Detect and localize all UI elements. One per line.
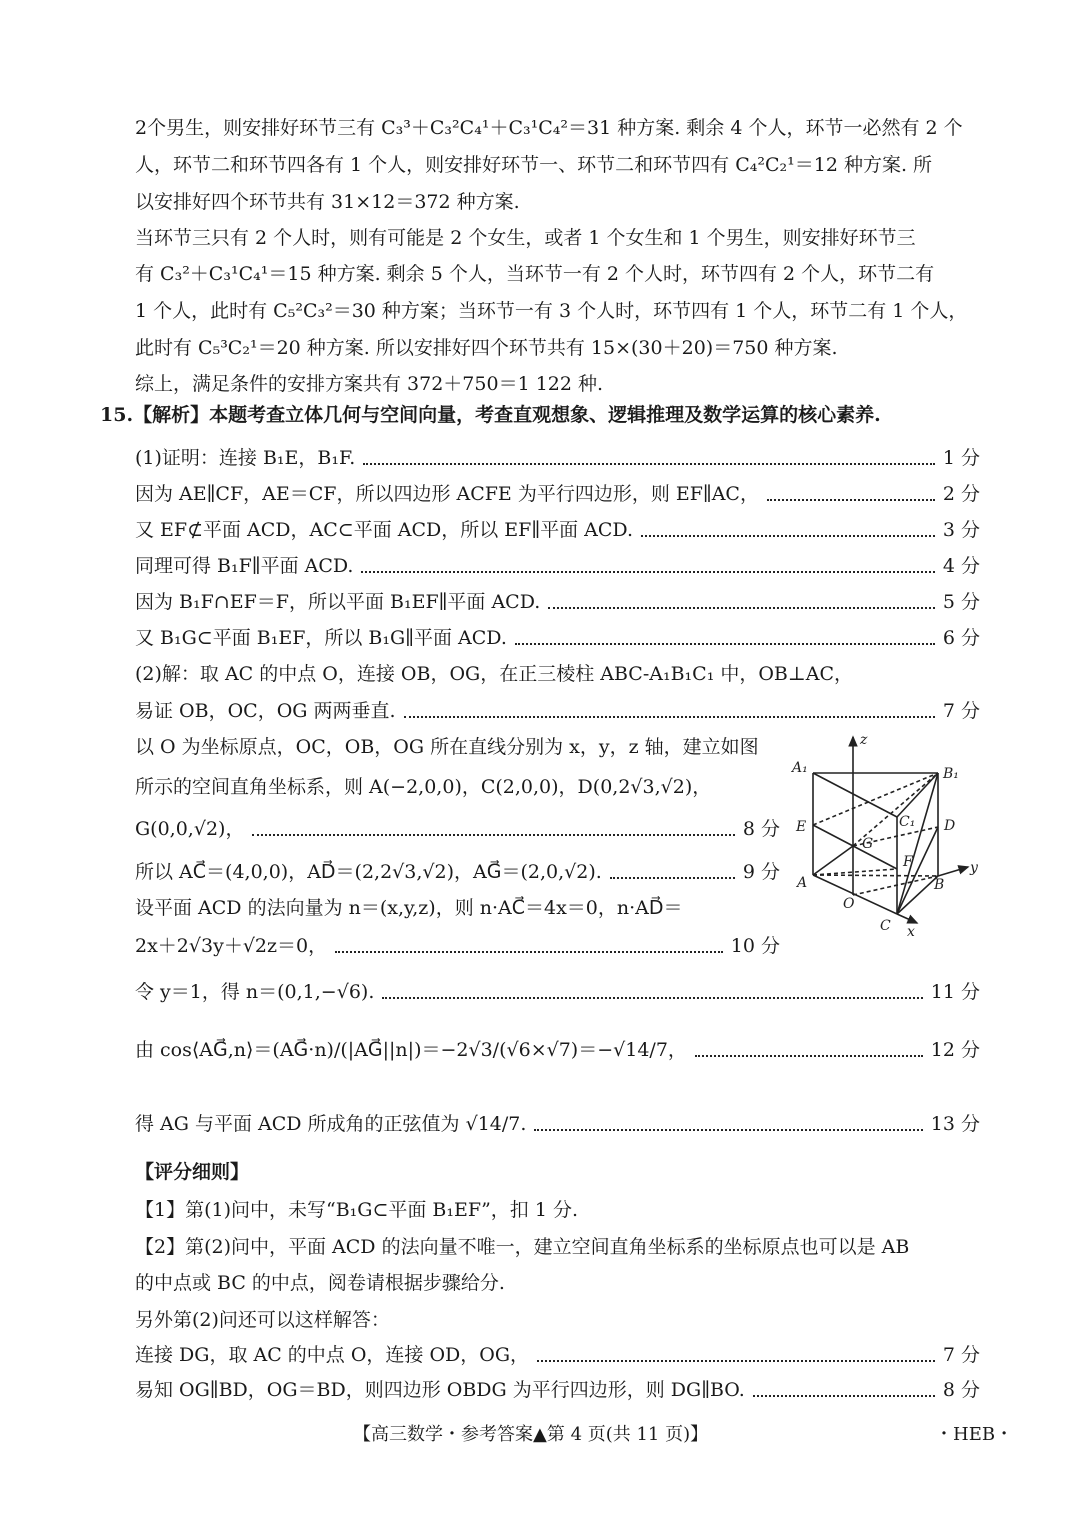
step-score: 13 分 — [930, 1113, 980, 1135]
dot-leader — [537, 1348, 935, 1362]
step-score: 1 分 — [942, 447, 980, 469]
step-text: 因为 AE∥CF，AE＝CF，所以四边形 ACFE 为平行四边形，则 EF∥AC， — [135, 483, 759, 505]
dot-leader — [695, 1043, 923, 1057]
dot-leader — [753, 1383, 935, 1397]
figure-label: B₁ — [943, 766, 959, 782]
step-text: 因为 B₁F∩EF＝F，所以平面 B₁EF∥平面 ACD. — [135, 591, 541, 613]
text-line: 1 个人，此时有 C₅²C₃²＝30 种方案；当环节一有 3 个人时，环节四有 1 个人，环节二有 1 个人， — [135, 300, 968, 322]
figure-label: E — [796, 819, 807, 835]
step-score: 11 分 — [930, 981, 980, 1003]
figure-label: D — [944, 818, 956, 834]
question-number: 15. — [100, 404, 134, 426]
solution-step — [135, 662, 980, 686]
step-score: 2 分 — [942, 483, 980, 505]
prism-figure — [780, 730, 990, 940]
dot-leader — [610, 865, 735, 879]
text-line: 以安排好四个环节共有 31×12＝372 种方案. — [135, 191, 520, 213]
solution-step — [135, 699, 980, 723]
step-score: 10 分 — [730, 935, 780, 957]
figure-label: B — [934, 877, 945, 893]
step-score: 7 分 — [942, 700, 980, 722]
step-score: 4 分 — [942, 555, 980, 577]
solution-step — [135, 446, 980, 470]
step-text: (1)证明：连接 B₁E，B₁F. — [135, 447, 356, 469]
solution-step — [135, 934, 780, 958]
step-text: 所以 AC⃗＝(4,0,0)，AD⃗＝(2,2√3,√2)，AG⃗＝(2,0,√2). — [135, 861, 602, 883]
step-text: 易证 OB，OC，OG 两两垂直. — [135, 700, 396, 722]
question-15-heading — [100, 403, 881, 427]
dot-leader — [363, 451, 935, 465]
rubric-heading: 【评分细则】 — [135, 1161, 250, 1183]
solution-step — [135, 1112, 980, 1136]
step-text: 以 O 为坐标原点，OC，OB，OG 所在直线分别为 x，y，z 轴，建立如图 — [135, 736, 759, 758]
dot-leader — [361, 559, 934, 573]
step-text: 2x＋2√3y＋√2z＝0， — [135, 935, 328, 957]
figure-label: y — [970, 860, 978, 876]
solution-step — [135, 980, 980, 1004]
step-text: 又 B₁G⊂平面 B₁EF，所以 B₁G∥平面 ACD. — [135, 627, 507, 649]
dot-leader — [641, 523, 935, 537]
step-score: 8 分 — [942, 1379, 980, 1401]
solution-step — [135, 590, 980, 614]
dot-leader — [404, 704, 935, 718]
figure-label: A — [797, 875, 808, 891]
step-score: 7 分 — [942, 1344, 980, 1366]
dot-leader — [548, 595, 935, 609]
step-score: 9 分 — [742, 861, 780, 883]
dot-leader — [515, 631, 935, 645]
figure-label: x — [907, 924, 915, 940]
rubric-item: 的中点或 BC 的中点，阅卷请根据步骤给分. — [135, 1272, 505, 1294]
step-score: 3 分 — [942, 519, 980, 541]
dot-leader — [534, 1117, 922, 1131]
step-text: G(0,0,√2)， — [135, 818, 245, 840]
figure-label: G — [862, 836, 874, 852]
solution-step — [135, 482, 980, 506]
solution-step — [135, 518, 980, 542]
solution-step — [135, 1378, 980, 1402]
rubric-item: 另外第(2)问还可以这样解答： — [135, 1309, 390, 1331]
text-line: 2个男生，则安排好环节三有 C₃³＋C₃²C₄¹＋C₃¹C₄²＝31 种方案. 剩余 4 个人，环节一必然有 2 个 — [135, 117, 963, 139]
figure-label: A₁ — [792, 760, 808, 776]
figure-label: z — [860, 732, 868, 748]
text-line: 有 C₃²＋C₃¹C₄¹＝15 种方案. 剩余 5 个人，当环节一有 2 个人时，环节四有 2 个人，环节二有 — [135, 263, 935, 285]
solution-step — [135, 896, 780, 920]
solution-step — [135, 1038, 980, 1062]
step-text: (2)解：取 AC 的中点 O，连接 OB，OG，在正三棱柱 ABC-A₁B₁C₁ 中，OB⊥AC， — [135, 663, 854, 685]
solution-step — [135, 860, 780, 884]
figure-label: C — [880, 918, 891, 934]
step-score: 12 分 — [930, 1039, 980, 1061]
footer-title: 【高三数学・参考答案▲第 4 页(共 11 页)】 — [353, 1424, 709, 1445]
step-score: 8 分 — [742, 818, 780, 840]
solution-step — [135, 817, 780, 841]
dot-leader — [252, 822, 734, 836]
footer-code: ・HEB・ — [935, 1424, 1014, 1445]
dot-leader — [767, 487, 935, 501]
text-line: 综上，满足条件的安排方案共有 372＋750＝1 122 种. — [135, 373, 604, 395]
figure-label: C₁ — [899, 814, 916, 830]
text-line: 当环节三只有 2 个人时，则有可能是 2 个女生，或者 1 个女生和 1 个男生，则安排好环节三 — [135, 227, 916, 249]
step-text: 易知 OG∥BD，OG＝BD，则四边形 OBDG 为平行四边形，则 DG∥BO. — [135, 1379, 745, 1401]
step-text: 又 EF⊄平面 ACD，AC⊂平面 ACD，所以 EF∥平面 ACD. — [135, 519, 634, 541]
step-text: 连接 DG，取 AC 的中点 O，连接 OD，OG， — [135, 1344, 530, 1366]
figure-label: F — [903, 854, 913, 870]
step-score: 6 分 — [942, 627, 980, 649]
step-text: 由 cos⟨AG⃗,n⟩＝(AG⃗·n)/(|AG⃗||n|)＝−2√3/(√6×√7)＝−√14/7， — [135, 1039, 687, 1061]
dot-leader — [382, 985, 922, 999]
solution-step — [135, 1343, 980, 1367]
solution-step — [135, 626, 980, 650]
rubric-item: 【2】第(2)问中，平面 ACD 的法向量不唯一，建立空间直角坐标系的坐标原点也可以是 AB — [135, 1236, 910, 1258]
step-text: 设平面 ACD 的法向量为 n＝(x,y,z)，则 n·AC⃗＝4x＝0，n·AD⃗＝ — [135, 897, 683, 919]
text-line: 此时有 C₅³C₂¹＝20 种方案. 所以安排好四个环节共有 15×(30＋20)＝750 种方案. — [135, 337, 838, 359]
dot-leader — [335, 939, 723, 953]
step-text: 同理可得 B₁F∥平面 ACD. — [135, 555, 354, 577]
figure-label: O — [843, 896, 855, 912]
step-score: 5 分 — [942, 591, 980, 613]
rubric-item: 【1】第(1)问中，未写“B₁G⊂平面 B₁EF”，扣 1 分. — [135, 1199, 578, 1221]
question-heading: 【解析】本题考查立体几何与空间向量，考查直观想象、逻辑推理及数学运算的核心素养. — [133, 404, 881, 426]
step-text: 令 y＝1，得 n＝(0,1,−√6). — [135, 981, 375, 1003]
solution-step — [135, 554, 980, 578]
text-line: 人，环节二和环节四各有 1 个人，则安排好环节一、环节二和环节四有 C₄²C₂¹＝12 种方案. 所 — [135, 154, 933, 176]
step-text: 所示的空间直角坐标系，则 A(−2,0,0)，C(2,0,0)，D(0,2√3,√2)， — [135, 776, 712, 798]
step-text: 得 AG 与平面 ACD 所成角的正弦值为 √14/7. — [135, 1113, 527, 1135]
